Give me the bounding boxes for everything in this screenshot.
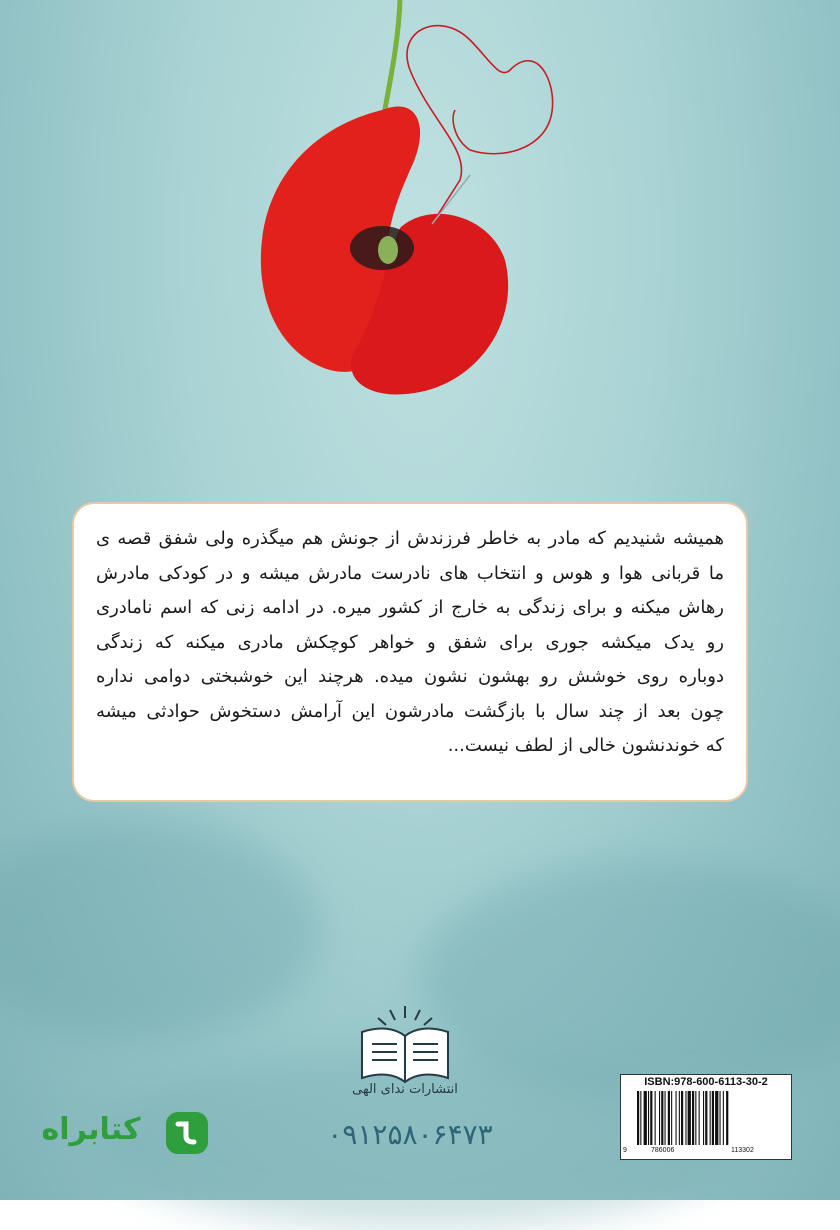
description-line: رو یدک میکشه جوری برای شفق و خواهر کوچکش مادری میکنه که زندگی — [96, 631, 724, 653]
isbn-barcode-box — [620, 1074, 792, 1160]
barcode-digits: 786006 — [651, 1147, 675, 1154]
poppy-flower-illustration — [0, 0, 840, 420]
isbn-label: ISBN:978-600-6113-30-2 — [644, 1076, 768, 1088]
publisher-name: انتشارات ندای الهی — [352, 1082, 458, 1097]
phone-number: ۰۹۱۲۵۸۰۶۴۷۳ — [327, 1118, 493, 1151]
seed-pod — [378, 236, 398, 264]
description-line: همیشه شنیدیم که مادر به خاطر فرزندش از جونش هم میگذره ولی شفق قصه ی — [96, 528, 724, 549]
ketabrah-wordmark: کتابراه — [41, 1112, 141, 1147]
description-line: ما قربانی هوا و هوس و انتخاب های نادرست مادرش میشه و در کودکی مادرش — [96, 562, 724, 584]
description-box — [72, 502, 748, 802]
thread — [407, 26, 553, 224]
description-line: رهاش میکنه و برای زندگی به خارج از کشور میره. در ادامه زنی که اسم نامادری — [96, 597, 724, 618]
description-line: چون بعد از چند سال با بازگشت مادرشون این آرامش دستخوش حوادثی میشه — [96, 700, 724, 722]
description-line: که خوندنشون خالی از لطف نیست... — [447, 735, 724, 756]
barcode — [627, 1091, 785, 1147]
barcode-digits: 113302 — [731, 1147, 754, 1154]
barcode-digit: 9 — [623, 1147, 627, 1154]
description-line: دوباره روی خوشش رو بهشون نشون میده. هرچند این خوشبختی دوامی نداره — [96, 666, 724, 687]
